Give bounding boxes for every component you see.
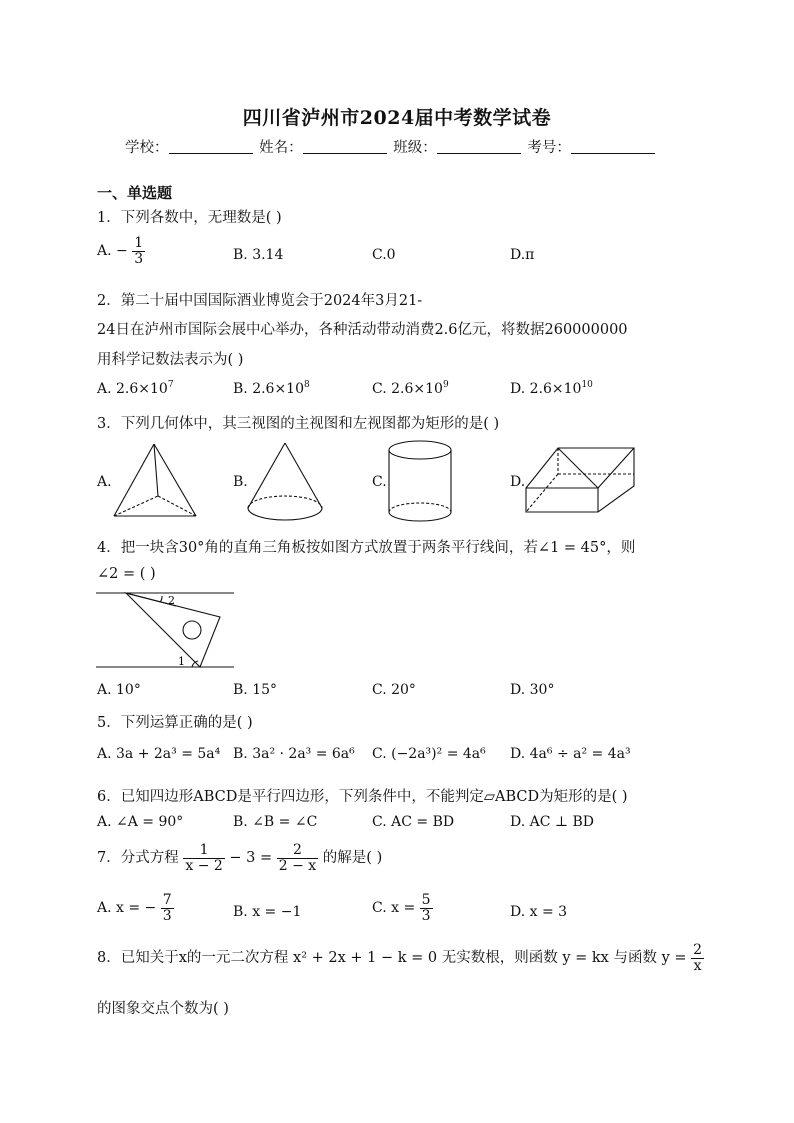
numerator: 5 <box>421 892 431 908</box>
question-2-option-c <box>372 381 449 397</box>
fraction-2 <box>277 843 318 873</box>
question-6-option-a: A. ∠A = 90° <box>97 814 184 830</box>
question-5-option-d: D. 4a⁶ ÷ a² = 4a³ <box>510 746 631 762</box>
exponent: 10 <box>581 380 593 390</box>
numerator: 2 <box>277 843 318 859</box>
number-label: 考号： <box>527 140 571 156</box>
name-label: 姓名： <box>259 140 303 156</box>
question-7-option-b: B. x = −1 <box>233 904 302 920</box>
option-text: C. 2.6×10 <box>372 381 443 397</box>
stem-suffix: 的解是( ) <box>322 850 383 867</box>
question-5-option-c: C. (−2a³)² = 4a⁶ <box>372 746 486 762</box>
option-text: A. 2.6×10 <box>97 381 168 397</box>
question-5-option-a: A. 3a + 2a³ = 5a⁴ <box>97 746 221 762</box>
question-4-line-1: 4．把一块含30°角的直角三角板按如图方式放置于两条平行线间，若∠1 = 45°，则 <box>97 540 636 556</box>
question-3-option-d: D. <box>510 474 526 490</box>
question-4-option-c: C. 20° <box>372 682 416 698</box>
question-7-option-a <box>97 893 174 923</box>
question-8-line-2: 的图象交点个数为( ) <box>97 1001 229 1017</box>
school-label: 学校： <box>125 140 169 156</box>
fraction <box>420 893 433 923</box>
question-2-line-3: 用科学记数法表示为( ) <box>97 352 244 368</box>
numerator: 1 <box>183 843 224 859</box>
option-text: B. 2.6×10 <box>233 381 304 397</box>
angle-1-label: 1 <box>178 655 185 668</box>
name-blank <box>303 139 387 154</box>
denominator: 3 <box>421 907 431 924</box>
exponent: 8 <box>304 380 310 390</box>
fraction <box>691 943 704 973</box>
question-1-option-b: B. 3.14 <box>233 247 284 263</box>
numerator: 2 <box>693 942 703 958</box>
question-4-option-a: A. 10° <box>97 682 141 698</box>
question-3-option-a: A. <box>97 474 112 490</box>
option-a-label: A. <box>97 243 112 260</box>
stem-prefix: 7．分式方程 <box>97 850 179 867</box>
question-3-stem: 3．下列几何体中，其三视图的主视图和左视图都为矩形的是( ) <box>97 416 500 432</box>
question-8-line-1 <box>97 943 704 973</box>
stem-text: 8．已知关于x的一元二次方程 x² + 2x + 1 − k = 0 无实数根，则函数 y = kx 与函数 y = <box>97 950 687 967</box>
parallel-lines-triangle-figure <box>96 588 238 672</box>
question-7-stem <box>97 843 382 873</box>
question-1-stem: 1．下列各数中，无理数是( ) <box>97 210 282 226</box>
question-6-option-c: C. AC = BD <box>372 814 455 830</box>
question-1-option-a <box>97 236 145 266</box>
numerator: 1 <box>134 235 144 251</box>
exponent: 7 <box>167 380 174 390</box>
denominator: x <box>693 957 702 974</box>
fraction <box>132 236 145 266</box>
stem-middle: − 3 = <box>229 850 273 867</box>
section-heading: 一、单选题 <box>97 184 173 202</box>
question-5-option-b: B. 3a² · 2a³ = 6a⁶ <box>233 746 355 762</box>
question-4-line-2: ∠2 = ( ) <box>97 566 156 582</box>
prism-figure <box>522 444 640 516</box>
option-text: A. x = − <box>97 900 157 917</box>
minus-sign: − <box>116 243 128 260</box>
denominator: x − 2 <box>185 857 223 874</box>
question-4-option-b: B. 15° <box>233 682 278 698</box>
number-blank <box>571 139 655 154</box>
question-2-line-1: 2．第二十届中国国际酒业博览会于2024年3月21- <box>97 293 423 309</box>
question-2-line-2: 24日在泸州市国际会展中心举办，各种活动带动消费2.6亿元，将数据260000000 <box>97 322 628 338</box>
denominator: 2 − x <box>278 857 317 874</box>
class-blank <box>437 139 521 154</box>
question-5-stem: 5．下列运算正确的是( ) <box>97 715 253 731</box>
page-title: 四川省泸州市2024届中考数学试卷 <box>242 107 552 129</box>
pyramid-figure <box>110 440 202 522</box>
question-6-stem: 6．已知四边形ABCD是平行四边形，下列条件中，不能判定▱ABCD为矩形的是( ) <box>97 789 628 805</box>
question-3-option-c: C. <box>372 474 387 490</box>
denominator: 3 <box>134 250 144 267</box>
question-7-option-c <box>372 893 433 923</box>
cone-figure <box>244 440 326 526</box>
school-blank <box>169 139 253 154</box>
question-3-option-b: B. <box>233 474 248 490</box>
question-6-option-b: B. ∠B = ∠C <box>233 814 318 830</box>
option-text: C. x = <box>372 900 416 917</box>
student-info-line <box>125 136 657 157</box>
question-2-option-b <box>233 381 310 397</box>
numerator: 7 <box>162 892 172 908</box>
question-1-option-c: C.0 <box>372 247 396 263</box>
question-6-option-d: D. AC ⊥ BD <box>510 814 595 830</box>
denominator: 3 <box>162 907 172 924</box>
question-7-option-d: D. x = 3 <box>510 904 568 920</box>
class-label: 班级： <box>393 140 437 156</box>
question-4-option-d: D. 30° <box>510 682 555 698</box>
question-2-option-a <box>97 381 174 397</box>
fraction <box>161 893 174 923</box>
angle-2-label: 2 <box>168 594 175 607</box>
cylinder-figure <box>384 438 456 526</box>
question-1-option-d: D.π <box>510 247 535 263</box>
option-text: D. 2.6×10 <box>510 381 582 397</box>
question-2-option-d <box>510 381 593 397</box>
fraction-1 <box>183 843 224 873</box>
exponent: 9 <box>442 380 449 390</box>
